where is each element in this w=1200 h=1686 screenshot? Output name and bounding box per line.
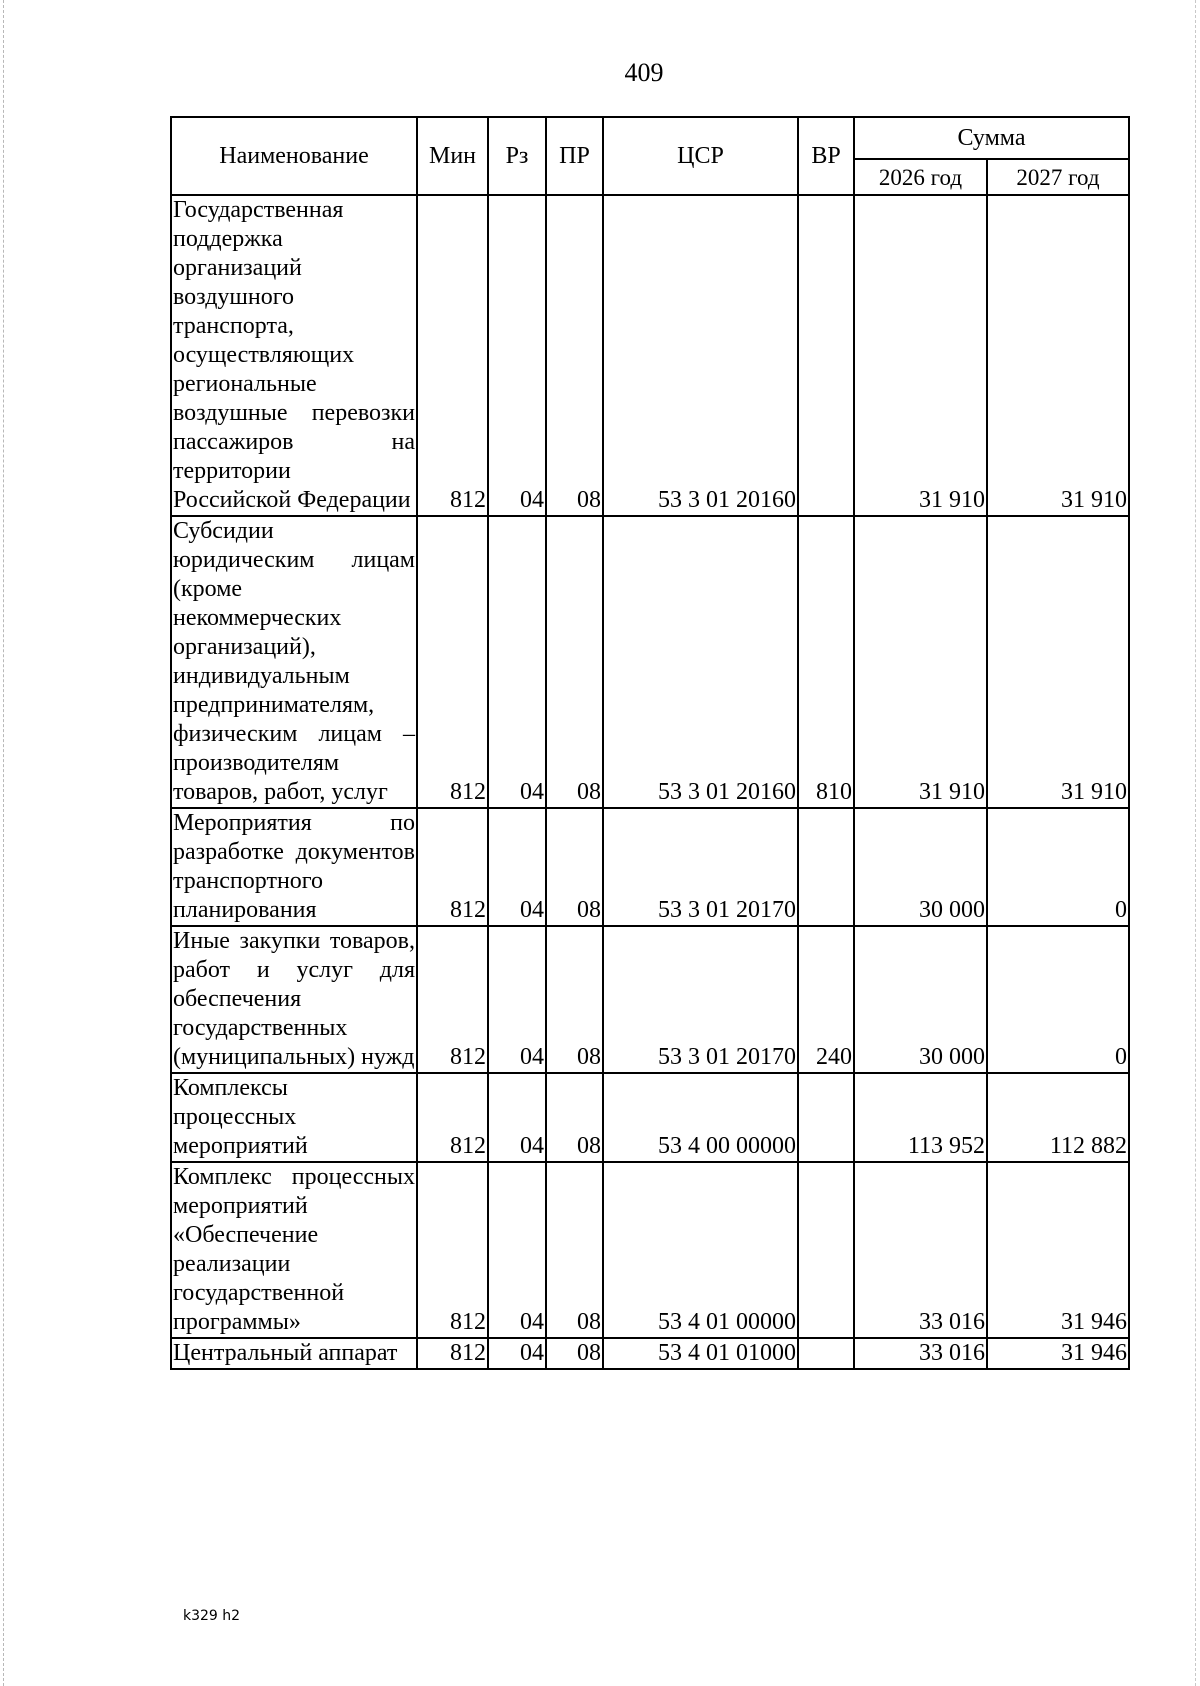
cell-2027: 112 882 bbox=[987, 1073, 1129, 1162]
cell-pr: 08 bbox=[546, 1162, 603, 1338]
cell-min: 812 bbox=[417, 926, 488, 1073]
header-rz: Рз bbox=[488, 117, 546, 195]
header-pr: ПР bbox=[546, 117, 603, 195]
cell-vr: 240 bbox=[798, 926, 854, 1073]
cell-2027: 0 bbox=[987, 926, 1129, 1073]
cell-rz: 04 bbox=[488, 195, 546, 516]
cell-pr: 08 bbox=[546, 1073, 603, 1162]
cell-name: Комплексы процессных мероприятий bbox=[171, 1073, 417, 1162]
cell-vr bbox=[798, 1338, 854, 1369]
cell-2026: 30 000 bbox=[854, 926, 987, 1073]
cell-pr: 08 bbox=[546, 926, 603, 1073]
header-year-2026: 2026 год bbox=[854, 159, 987, 195]
cell-name: Иные закупки товаров, работ и услуг для обеспечения государственных (муниципальных) нужд bbox=[171, 926, 417, 1073]
header-year-2027: 2027 год bbox=[987, 159, 1129, 195]
cell-rz: 04 bbox=[488, 1338, 546, 1369]
cell-name: Субсидии юридическим лицам (кроме некоммерческих организаций), индивидуальным предпринимателям, физическим лицам – производителям товаров, работ, услуг bbox=[171, 516, 417, 808]
cell-vr bbox=[798, 195, 854, 516]
footer-code: k329 h2 bbox=[183, 1608, 241, 1624]
header-sum: Сумма bbox=[854, 117, 1129, 159]
page-number: 409 bbox=[624, 58, 664, 87]
cell-vr: 810 bbox=[798, 516, 854, 808]
cell-min: 812 bbox=[417, 516, 488, 808]
cell-2026: 33 016 bbox=[854, 1338, 987, 1369]
cell-name: Мероприятия по разработке документов транспортного планирования bbox=[171, 808, 417, 926]
cell-vr bbox=[798, 1073, 854, 1162]
cell-name: Государственная поддержка организаций воздушного транспорта, осуществляющих региональные воздушные перевозки пассажиров на территории Российской Федерации bbox=[171, 195, 417, 516]
cell-rz: 04 bbox=[488, 516, 546, 808]
table-row bbox=[171, 926, 1129, 1073]
header-csr: ЦСР bbox=[603, 117, 798, 195]
scan-right-edge bbox=[1195, 0, 1196, 1686]
cell-min: 812 bbox=[417, 1338, 488, 1369]
cell-rz: 04 bbox=[488, 1162, 546, 1338]
cell-csr: 53 3 01 20160 bbox=[603, 195, 798, 516]
cell-2027: 0 bbox=[987, 808, 1129, 926]
cell-2026: 33 016 bbox=[854, 1162, 987, 1338]
table-row bbox=[171, 195, 1129, 516]
cell-2027: 31 910 bbox=[987, 516, 1129, 808]
cell-2027: 31 910 bbox=[987, 195, 1129, 516]
cell-2026: 113 952 bbox=[854, 1073, 987, 1162]
table-row bbox=[171, 1073, 1129, 1162]
table-row bbox=[171, 1338, 1129, 1369]
cell-csr: 53 4 01 00000 bbox=[603, 1162, 798, 1338]
header-row bbox=[171, 117, 1129, 159]
cell-rz: 04 bbox=[488, 926, 546, 1073]
cell-rz: 04 bbox=[488, 808, 546, 926]
cell-2027: 31 946 bbox=[987, 1162, 1129, 1338]
scan-left-edge bbox=[3, 0, 4, 1686]
header-vr: ВР bbox=[798, 117, 854, 195]
cell-pr: 08 bbox=[546, 195, 603, 516]
table-row bbox=[171, 1162, 1129, 1338]
header-name: Наименование bbox=[171, 117, 417, 195]
cell-rz: 04 bbox=[488, 1073, 546, 1162]
cell-pr: 08 bbox=[546, 516, 603, 808]
cell-csr: 53 3 01 20170 bbox=[603, 808, 798, 926]
cell-2026: 30 000 bbox=[854, 808, 987, 926]
cell-pr: 08 bbox=[546, 1338, 603, 1369]
cell-csr: 53 3 01 20160 bbox=[603, 516, 798, 808]
cell-2027: 31 946 bbox=[987, 1338, 1129, 1369]
cell-vr bbox=[798, 1162, 854, 1338]
header-min: Мин bbox=[417, 117, 488, 195]
cell-2026: 31 910 bbox=[854, 516, 987, 808]
cell-min: 812 bbox=[417, 1162, 488, 1338]
cell-name: Центральный аппарат bbox=[171, 1338, 417, 1369]
table-row bbox=[171, 808, 1129, 926]
cell-csr: 53 3 01 20170 bbox=[603, 926, 798, 1073]
table-row bbox=[171, 516, 1129, 808]
cell-min: 812 bbox=[417, 195, 488, 516]
cell-min: 812 bbox=[417, 1073, 488, 1162]
cell-name: Комплекс процессных мероприятий «Обеспечение реализации государственной программы» bbox=[171, 1162, 417, 1338]
table-body bbox=[171, 195, 1129, 1369]
cell-2026: 31 910 bbox=[854, 195, 987, 516]
cell-csr: 53 4 00 00000 bbox=[603, 1073, 798, 1162]
cell-csr: 53 4 01 01000 bbox=[603, 1338, 798, 1369]
cell-pr: 08 bbox=[546, 808, 603, 926]
budget-table bbox=[170, 116, 1130, 1370]
cell-vr bbox=[798, 808, 854, 926]
cell-min: 812 bbox=[417, 808, 488, 926]
